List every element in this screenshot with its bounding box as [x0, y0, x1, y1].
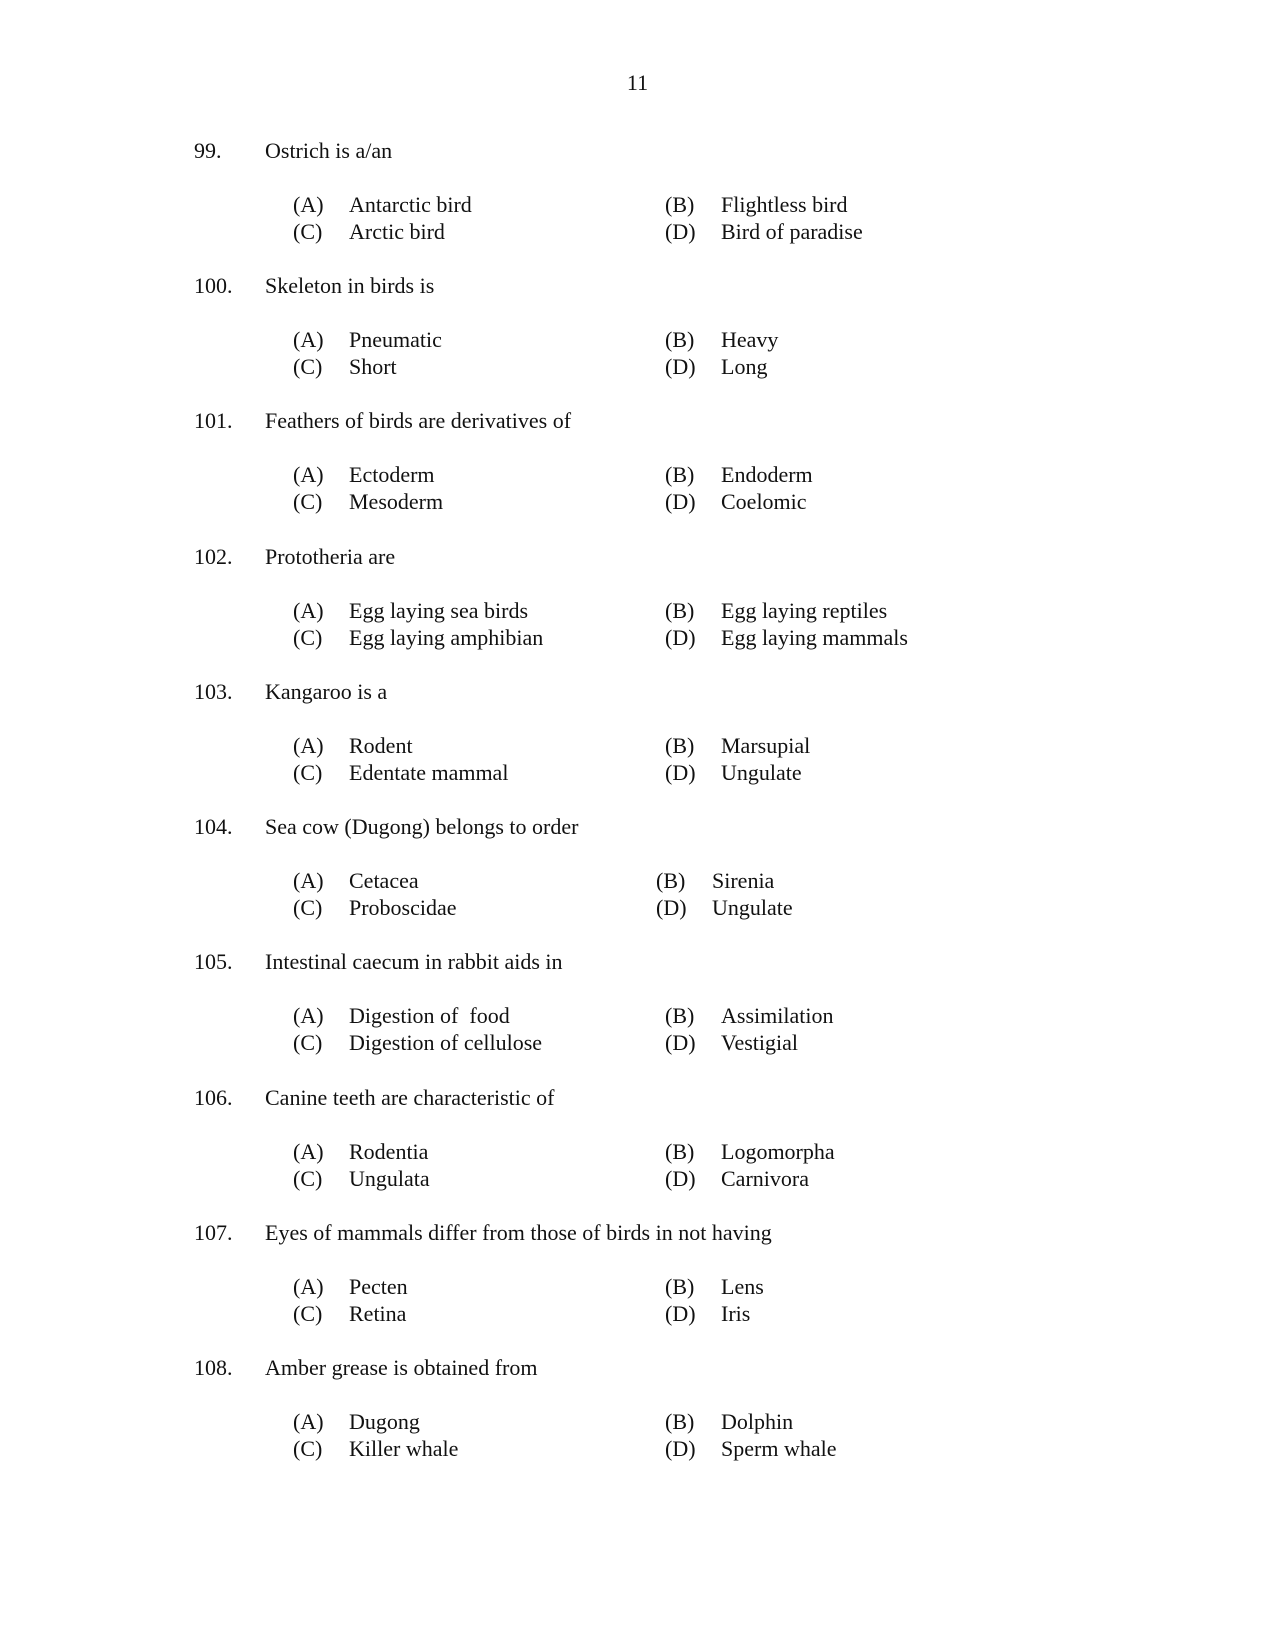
- option-letter: (D): [665, 760, 696, 785]
- option-text: Logomorpha: [721, 1139, 835, 1164]
- option-b: [665, 1005, 833, 1027]
- question-number: 107.: [194, 1220, 233, 1245]
- option-a: [293, 1141, 428, 1163]
- option-letter: (C): [293, 1030, 323, 1055]
- option-letter: (C): [293, 625, 323, 650]
- option-a: [293, 464, 435, 486]
- option-text: Endoderm: [721, 462, 813, 487]
- question-text: Kangaroo is a: [265, 679, 388, 704]
- option-letter: (D): [656, 895, 687, 920]
- option-a: [293, 735, 413, 757]
- option-text: Carnivora: [721, 1166, 809, 1191]
- option-c: [293, 491, 443, 513]
- option-text: Iris: [721, 1301, 751, 1326]
- option-text: Rodent: [349, 733, 413, 758]
- question-text: Prototheria are: [265, 544, 396, 569]
- option-letter: (A): [293, 192, 324, 217]
- option-letter: (C): [293, 219, 323, 244]
- question-number: 103.: [194, 679, 233, 704]
- question-number: 105.: [194, 949, 233, 974]
- option-text: Cetacea: [349, 868, 419, 893]
- option-text: Egg laying amphibian: [349, 625, 544, 650]
- option-text: Edentate mammal: [349, 760, 509, 785]
- option-letter: (C): [293, 489, 323, 514]
- option-text: Mesoderm: [349, 489, 444, 514]
- option-letter: (B): [665, 1003, 695, 1028]
- option-c: [293, 1438, 458, 1460]
- option-text: Ungulata: [349, 1166, 430, 1191]
- option-b: [665, 1276, 764, 1298]
- option-a: [293, 329, 442, 351]
- option-b: [656, 870, 774, 892]
- option-letter: (A): [293, 733, 324, 758]
- option-letter: (D): [665, 625, 696, 650]
- question-text: Canine teeth are characteristic of: [265, 1085, 555, 1110]
- option-letter: (A): [293, 598, 324, 623]
- option-a: [293, 1411, 420, 1433]
- option-letter: (B): [665, 1409, 695, 1434]
- option-d: [656, 897, 793, 919]
- option-text: Assimilation: [721, 1003, 834, 1028]
- option-d: [665, 762, 802, 784]
- option-letter: (B): [665, 462, 695, 487]
- option-text: Short: [349, 354, 397, 379]
- option-letter: (A): [293, 1003, 324, 1028]
- option-a: [293, 1276, 408, 1298]
- question-text: Sea cow (Dugong) belongs to order: [265, 814, 579, 839]
- option-letter: (D): [665, 1030, 696, 1055]
- option-letter: (A): [293, 1274, 324, 1299]
- question-number: 102.: [194, 544, 233, 569]
- option-b: [665, 600, 887, 622]
- option-text: Sirenia: [712, 868, 775, 893]
- option-text: Antarctic bird: [349, 192, 472, 217]
- question-99: [0, 140, 1275, 268]
- option-text: Arctic bird: [349, 219, 445, 244]
- option-a: [293, 194, 472, 216]
- option-letter: (D): [665, 1166, 696, 1191]
- option-c: [293, 897, 457, 919]
- option-d: [665, 1438, 836, 1460]
- question-number: 99.: [194, 138, 222, 163]
- option-c: [293, 221, 445, 243]
- page-number: 11: [626, 70, 649, 95]
- option-a: [293, 1005, 510, 1027]
- question-text: Intestinal caecum in rabbit aids in: [265, 949, 563, 974]
- option-letter: (C): [293, 354, 323, 379]
- option-b: [665, 464, 813, 486]
- option-text: Dolphin: [721, 1409, 794, 1434]
- option-letter: (B): [665, 598, 695, 623]
- option-text: Egg laying reptiles: [721, 598, 888, 623]
- question-103: [0, 681, 1275, 809]
- option-letter: (B): [665, 327, 695, 352]
- option-letter: (A): [293, 462, 324, 487]
- option-d: [665, 1032, 798, 1054]
- option-letter: (A): [293, 1409, 324, 1434]
- question-106: [0, 1087, 1275, 1215]
- option-b: [665, 1411, 793, 1433]
- option-letter: (C): [293, 1166, 323, 1191]
- option-text: Coelomic: [721, 489, 807, 514]
- option-text: Retina: [349, 1301, 407, 1326]
- option-c: [293, 1168, 430, 1190]
- option-c: [293, 762, 508, 784]
- option-text: Marsupial: [721, 733, 811, 758]
- option-text: Long: [721, 354, 768, 379]
- option-d: [665, 627, 908, 649]
- option-d: [665, 1168, 809, 1190]
- option-text: Digestion of cellulose: [349, 1030, 543, 1055]
- option-text: Vestigial: [721, 1030, 798, 1055]
- option-letter: (B): [656, 868, 686, 893]
- option-text: Proboscidae: [349, 895, 457, 920]
- option-text: Egg laying sea birds: [349, 598, 529, 623]
- option-letter: (B): [665, 192, 695, 217]
- option-c: [293, 1303, 406, 1325]
- option-letter: (C): [293, 760, 323, 785]
- question-102: [0, 546, 1275, 674]
- option-d: [665, 491, 807, 513]
- question-101: [0, 410, 1275, 538]
- option-text: Bird of paradise: [721, 219, 863, 244]
- option-b: [665, 735, 810, 757]
- option-letter: (C): [293, 895, 323, 920]
- question-number: 104.: [194, 814, 233, 839]
- question-number: 101.: [194, 408, 233, 433]
- question-text: Ostrich is a/an: [265, 138, 393, 163]
- question-text: Feathers of birds are derivatives of: [265, 408, 572, 433]
- question-105: [0, 951, 1275, 1079]
- option-letter: (D): [665, 354, 696, 379]
- option-text: Egg laying mammals: [721, 625, 908, 650]
- option-text: Heavy: [721, 327, 779, 352]
- option-text: Ungulate: [721, 760, 802, 785]
- question-100: [0, 275, 1275, 403]
- option-text: Ectoderm: [349, 462, 435, 487]
- option-letter: (D): [665, 1301, 696, 1326]
- option-b: [665, 329, 778, 351]
- question-104: [0, 816, 1275, 944]
- option-text: Pecten: [349, 1274, 408, 1299]
- option-text: Digestion of food: [349, 1003, 510, 1028]
- question-text: Skeleton in birds is: [265, 273, 435, 298]
- option-b: [665, 194, 848, 216]
- option-text: Pneumatic: [349, 327, 442, 352]
- question-number: 100.: [194, 273, 233, 298]
- option-letter: (B): [665, 1139, 695, 1164]
- question-number: 108.: [194, 1355, 233, 1380]
- option-letter: (D): [665, 1436, 696, 1461]
- question-number: 106.: [194, 1085, 233, 1110]
- option-letter: (C): [293, 1436, 323, 1461]
- option-b: [665, 1141, 835, 1163]
- option-d: [665, 356, 767, 378]
- question-108: [0, 1357, 1275, 1485]
- question-text: Amber grease is obtained from: [265, 1355, 538, 1380]
- option-d: [665, 1303, 750, 1325]
- option-text: Dugong: [349, 1409, 420, 1434]
- option-letter: (B): [665, 1274, 695, 1299]
- option-c: [293, 1032, 542, 1054]
- option-letter: (B): [665, 733, 695, 758]
- option-letter: (D): [665, 219, 696, 244]
- option-d: [665, 221, 863, 243]
- option-letter: (A): [293, 1139, 324, 1164]
- option-letter: (C): [293, 1301, 323, 1326]
- option-text: Lens: [721, 1274, 764, 1299]
- option-a: [293, 600, 528, 622]
- option-text: Sperm whale: [721, 1436, 837, 1461]
- option-a: [293, 870, 419, 892]
- option-text: Ungulate: [712, 895, 793, 920]
- option-text: Flightless bird: [721, 192, 848, 217]
- option-c: [293, 356, 397, 378]
- option-letter: (A): [293, 327, 324, 352]
- option-text: Killer whale: [349, 1436, 459, 1461]
- option-letter: (D): [665, 489, 696, 514]
- question-107: [0, 1222, 1275, 1350]
- option-c: [293, 627, 543, 649]
- option-letter: (A): [293, 868, 324, 893]
- question-text: Eyes of mammals differ from those of birds in not having: [265, 1220, 772, 1245]
- option-text: Rodentia: [349, 1139, 429, 1164]
